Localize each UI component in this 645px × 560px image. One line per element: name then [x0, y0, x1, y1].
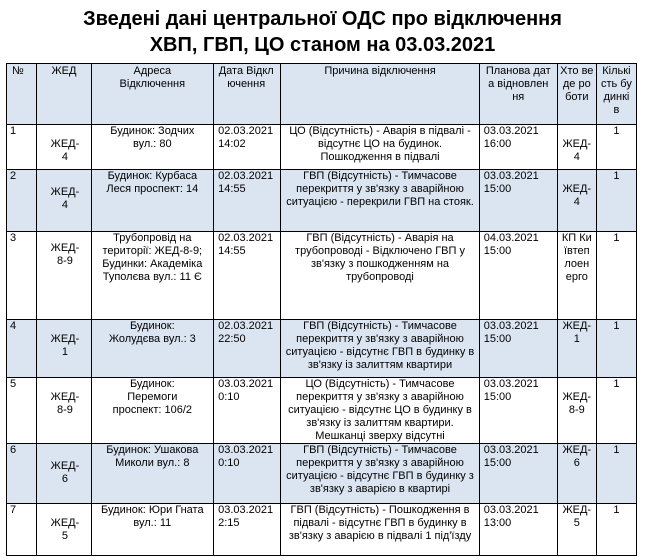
table-header-row	[7, 64, 637, 125]
cell-who: ЖЕД-1	[557, 320, 596, 378]
cell-date: 03.03.2021 0:10	[214, 444, 281, 504]
cell-zhed: ЖЕД-8-9	[37, 232, 91, 320]
cell-who: ЖЕД-5	[557, 504, 596, 556]
header-zhed: ЖЕД	[37, 64, 91, 125]
cell-who: ЖЕД-6	[557, 444, 596, 504]
table-row	[7, 444, 637, 504]
cell-address: Будинок: Жолудєва вул.: 3	[91, 320, 214, 378]
cell-address: Будинок: Ушакова Миколи вул.: 8	[91, 444, 214, 504]
cell-date: 02.03.2021 14:55	[214, 232, 281, 320]
cell-address: Трубопровід на території: ЖЕД-8-9; Будинки: Академіка Туполєва вул.: 11 Є	[91, 232, 214, 320]
cell-cause: ЦО (Відсутність) - Тимчасове перекриття у зв'язку з аварійною ситуацією - відсутнє ЦО в будинку в зв'язку із залиттям квартири. Мешканці зверху відсутні	[281, 378, 479, 444]
cell-num: 1	[7, 125, 37, 170]
cell-num: 2	[7, 170, 37, 232]
cell-who: КП Київтеплоенерго	[557, 232, 596, 320]
table-row	[7, 170, 637, 232]
cell-cause: ГВП (Відсутність) - Тимчасове перекриття у зв'язку з аварійною ситуацією - перекрили ГВП на стояк.	[281, 170, 479, 232]
report-title-line-2: ХВП, ГВП, ЦО станом на 03.03.2021	[149, 34, 496, 56]
report-title-line-1: Зведені дані центральної ОДС про відключення	[83, 8, 562, 30]
header-plan: Планова дата відновлення	[479, 64, 557, 125]
cell-count: 1	[596, 125, 636, 170]
cell-date: 03.03.2021 0:10	[214, 378, 281, 444]
cell-plan-date: 04.03.2021 15:00	[479, 232, 557, 320]
header-address: Адреса Відключення	[91, 64, 214, 125]
cell-count: 1	[596, 504, 636, 556]
header-date: Дата Відключення	[214, 64, 281, 125]
cell-zhed: ЖЕД-5	[37, 504, 91, 556]
header-num: №	[7, 64, 37, 125]
cell-who: ЖЕД-4	[557, 125, 596, 170]
cell-cause: ЦО (Відсутність) - Аварія в підвалі - відсутнє ЦО на будинок. Пошкодження в підвалі	[281, 125, 479, 170]
cell-date: 03.03.2021 2:15	[214, 504, 281, 556]
cell-num: 7	[7, 504, 37, 556]
table-row	[7, 320, 637, 378]
cell-plan-date: 03.03.2021 16:00	[479, 125, 557, 170]
outage-table	[6, 63, 637, 556]
cell-cause: ГВП (Відсутність) - Тимчасове перекриття у зв'язку з аварійною ситуацією - відсутнє ГВП в будинку з зв'язку з аварією в квартирі	[281, 444, 479, 504]
cell-date: 02.03.2021 14:02	[214, 125, 281, 170]
header-count: Кількість будинків	[596, 64, 636, 125]
cell-date: 02.03.2021 14:55	[214, 170, 281, 232]
cell-num: 3	[7, 232, 37, 320]
cell-plan-date: 03.03.2021 15:00	[479, 444, 557, 504]
table-row	[7, 125, 637, 170]
table-row	[7, 232, 637, 320]
cell-num: 4	[7, 320, 37, 378]
cell-date: 02.03.2021 22:50	[214, 320, 281, 378]
cell-who: ЖЕД-4	[557, 170, 596, 232]
cell-count: 1	[596, 378, 636, 444]
cell-address: Будинок: Перемоги проспект: 106/2	[91, 378, 214, 444]
header-cause: Причина відключення	[281, 64, 479, 125]
cell-cause: ГВП (Відсутність) - Аварія на трубопроводі - Відключено ГВП у зв'язку з пошкодженням на трубопроводі	[281, 232, 479, 320]
table-row	[7, 504, 637, 556]
cell-num: 5	[7, 378, 37, 444]
cell-num: 6	[7, 444, 37, 504]
cell-zhed: ЖЕД-8-9	[37, 378, 91, 444]
table-row	[7, 378, 637, 444]
cell-zhed: ЖЕД-6	[37, 444, 91, 504]
header-who: Хто веде роботи	[557, 64, 596, 125]
cell-count: 1	[596, 444, 636, 504]
cell-zhed: ЖЕД-4	[37, 125, 91, 170]
cell-address: Будинок: Юри Гната вул.: 11	[91, 504, 214, 556]
cell-who: ЖЕД-8-9	[557, 378, 596, 444]
cell-plan-date: 03.03.2021 13:00	[479, 504, 557, 556]
cell-count: 1	[596, 320, 636, 378]
cell-address: Будинок: Зодчих вул.: 80	[91, 125, 214, 170]
cell-cause: ГВП (Відсутність) - Тимчасове перекриття у зв'язку з аварійною ситуацією - відсутнє ГВП в будинку в зв'язку із залиттям квартири	[281, 320, 479, 378]
cell-zhed: ЖЕД-4	[37, 170, 91, 232]
cell-plan-date: 03.03.2021 15:00	[479, 320, 557, 378]
cell-address: Будинок: Курбаса Леся проспект: 14	[91, 170, 214, 232]
cell-count: 1	[596, 170, 636, 232]
cell-plan-date: 03.03.2021 15:00	[479, 170, 557, 232]
cell-count: 1	[596, 232, 636, 320]
cell-zhed: ЖЕД-1	[37, 320, 91, 378]
cell-cause: ГВП (Відсутність) - Пошкодження в підвалі - відсутнє ГВП в будинку в зв'язку з аварією в підвалі 1 під'їзду	[281, 504, 479, 556]
cell-plan-date: 03.03.2021 15:00	[479, 378, 557, 444]
